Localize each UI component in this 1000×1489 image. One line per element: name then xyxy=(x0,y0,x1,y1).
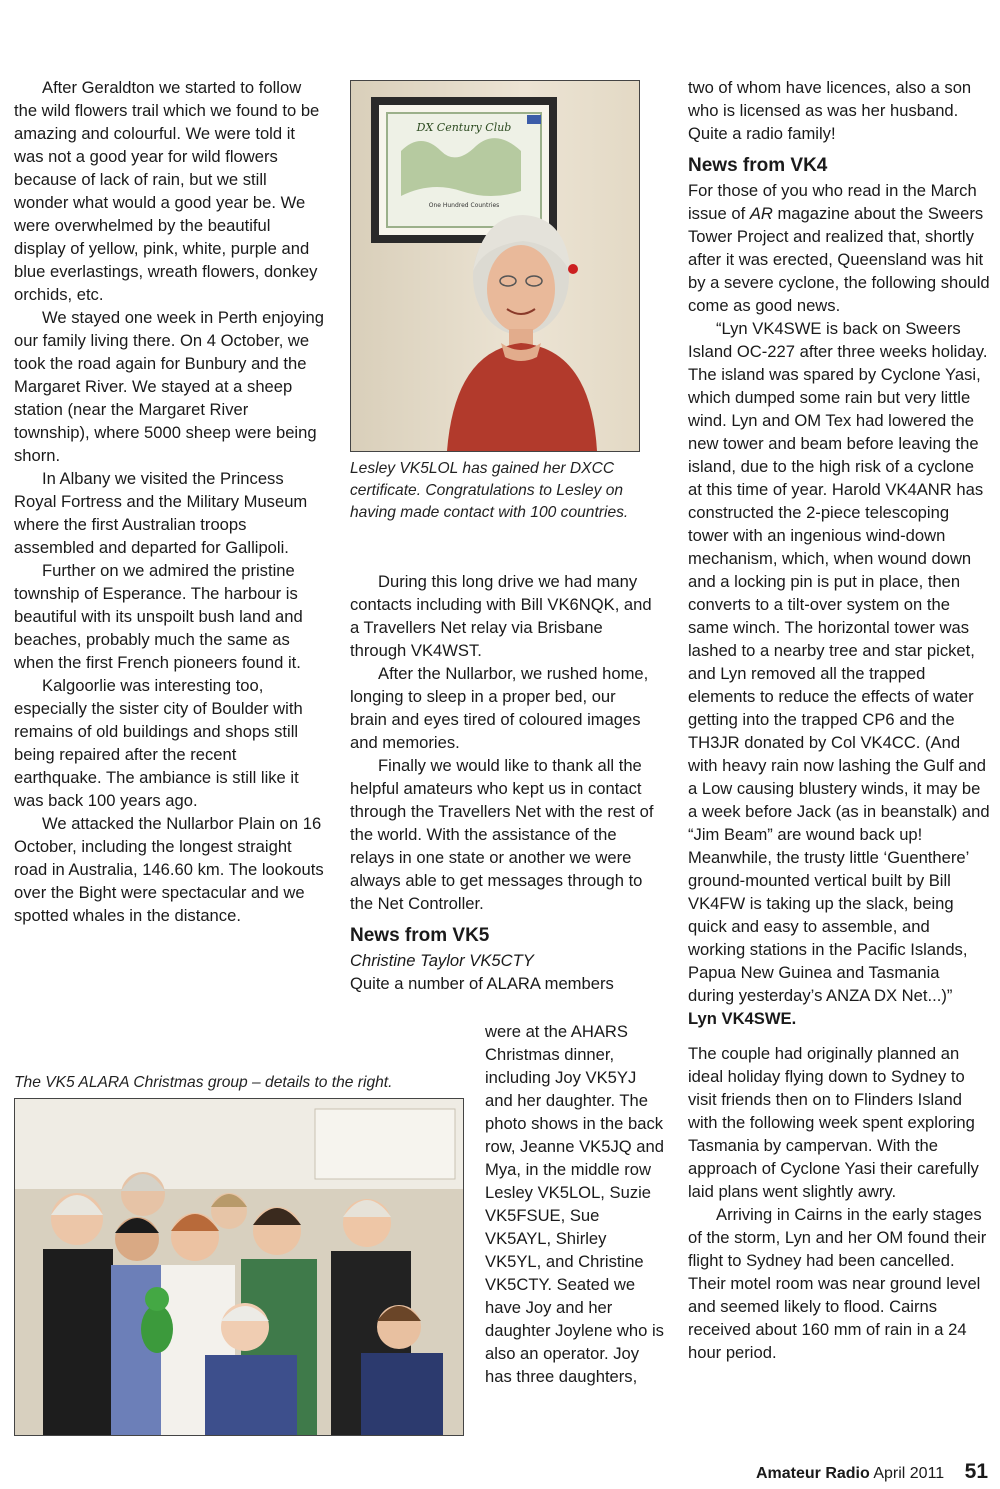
paragraph: In Albany we visited the Princess Royal Fortress and the Military Museum where the first Australian troops assembled and departed for Gallipoli. xyxy=(14,469,308,557)
text-run: magazine about the Sweers Tower Project and realized that, shortly after it was erected, Queensland was hit by a severe cyclone, the following should come as good news. xyxy=(688,204,990,315)
photo-group-illustration xyxy=(15,1099,463,1435)
certificate-title: DX Century Club xyxy=(416,121,512,134)
paragraph: Kalgoorlie was interesting too, especially the sister city of Boulder with remains of old buildings and shops still being repaired after the recent earthquake. The ambiance is still like it was back 100 years ago. xyxy=(14,676,303,810)
magazine-name: Amateur Radio xyxy=(755,1465,870,1482)
issue-date: April 2011 xyxy=(873,1465,945,1482)
paragraph: Further on we admired the pristine township of Esperance. The harbour is beautiful with its unspoilt bush land and beaches, probably much the same as when the first French pioneers found it. xyxy=(14,561,303,672)
paragraph: were at the AHARS Christmas dinner, including Joy VK5YJ and her daughter. The photo shows in the back row, Jeanne VK5JQ and Mya, in the middle row Lesley VK5LOL, Suzie VK5FSUE, Sue VK5AYL, Shirley VK5YL, and Christine VK5CTY. Seated we have Joy and her daughter Joylene who is also an operator. Joy has three daughters, xyxy=(485,1022,664,1386)
paragraph: Arriving in Cairns in the early stages of the storm, Lyn and her OM found their flight to Sydney had been cancelled. Their motel room was near ground level and seemed likely to flood. Cairns received about 160 mm of rain in a 24 hour period. xyxy=(688,1205,987,1362)
caption-group: The VK5 ALARA Christmas group – details to the right. xyxy=(14,1074,393,1091)
column-right xyxy=(688,76,990,1364)
photo-lesley-dxcc xyxy=(350,80,640,452)
text-run-italic: AR xyxy=(749,204,773,223)
photo-lesley-illustration xyxy=(351,81,639,451)
paragraph-lead: Quite a number of ALARA members xyxy=(350,974,614,993)
text-run: For those of you who read in the March issue of xyxy=(688,181,977,223)
column-middle xyxy=(350,570,655,995)
column-left xyxy=(14,76,324,927)
signature: Lyn VK4SWE. xyxy=(688,1009,797,1028)
paragraph: After the Nullarbor, we rushed home, longing to sleep in a proper bed, our brain and eyes tired of coloured images and memories. xyxy=(350,664,649,752)
caption-lesley: Lesley VK5LOL has gained her DXCC certificate. Congratulations to Lesley on having made contact with 100 countries. xyxy=(350,460,629,521)
paragraph: We attacked the Nullarbor Plain on 16 October, including the longest straight road in Australia, 146.60 km. The lookouts over the Bight were spectacular and we spotted whales in the distance. xyxy=(14,814,324,925)
byline: Christine Taylor VK5CTY xyxy=(350,951,534,970)
paragraph: The couple had originally planned an ideal holiday flying down to Sydney to visit friends then on to Flinders Island with the following week spent exploring Tasmania by campervan. With the approach of Cyclone Yasi their carefully laid plans went slightly awry. xyxy=(688,1044,979,1201)
paragraph: During this long drive we had many contacts including with Bill VK6NQK, and a Travellers Net relay via Brisbane through VK4WST. xyxy=(350,572,652,660)
paragraph: After Geraldton we started to follow the wild flowers trail which we found to be amazing and colourful. We were told it was not a good year for wild flowers because of lack of rain, but we still wonder what would a good year be. We were overwhelmed by the beautiful display of yellow, pink, white, purple and blue everlastings, wreath flowers, donkey orchids, etc. xyxy=(14,78,320,304)
spacer xyxy=(688,1030,990,1042)
vk5-wrapped-text xyxy=(485,1020,665,1388)
paragraph: We stayed one week in Perth enjoying our family living there. On 4 October, we took the road again for Bunbury and the Margaret River. We stayed at a sheep station (near the Margaret River township), where 5000 sheep were being shorn. xyxy=(14,308,324,465)
page-number: 51 xyxy=(964,1460,988,1483)
paragraph-quote: “Lyn VK4SWE is back on Sweers Island OC-227 after three weeks holiday. The island was spared by Cyclone Yasi, which dumped some rain but very little wind. Lyn and OM Tex had lowered the new tower and beam before leaving the island, due to the high risk of a cyclone at this time of year. Harold VK4ANR has constructed the 2-piece telescoping tower with an ingenious wind-down mechanism, which, when wound down and a locking pin is put in place, then converts to a tilt-over system on the same winch. The horizontal tower was lashed to a nearby tree and star picket, and Lyn removed all the trapped elements to reduce the effects of water getting into the trapped CP6 and the TH3JR donated by Col VK4CC. (And with heavy rain now lashing the Gulf and a Low causing blustery winds, it may be a week before Jack (as in beanstalk) and “Jim Beam” are wound back up! Meanwhile, the trusty little ‘Guenthere’ ground-mounted vertical built by Bill VK4FW is taking up the slack, being quick and easy to assemble, and working stations in the Pacific Islands, Papua New Guinea and Tasmania during yesterday’s ANZA DX Net...)” xyxy=(688,319,990,1005)
section-heading-vk5: News from VK5 xyxy=(350,925,490,946)
paragraph xyxy=(688,179,990,317)
certificate-subtitle: One Hundred Countries xyxy=(428,202,500,209)
photo-vk5-group xyxy=(14,1098,464,1436)
section-heading-vk4: News from VK4 xyxy=(688,155,828,176)
paragraph: two of whom have licences, also a son who is licensed as was her husband. Quite a radio family! xyxy=(688,78,972,143)
page-footer xyxy=(756,1460,988,1484)
paragraph: Finally we would like to thank all the helpful amateurs who kept us in contact through the Travellers Net with the rest of the world. With the assistance of the relays in one state or another we were always able to get messages through to the Net Controller. xyxy=(350,756,654,913)
